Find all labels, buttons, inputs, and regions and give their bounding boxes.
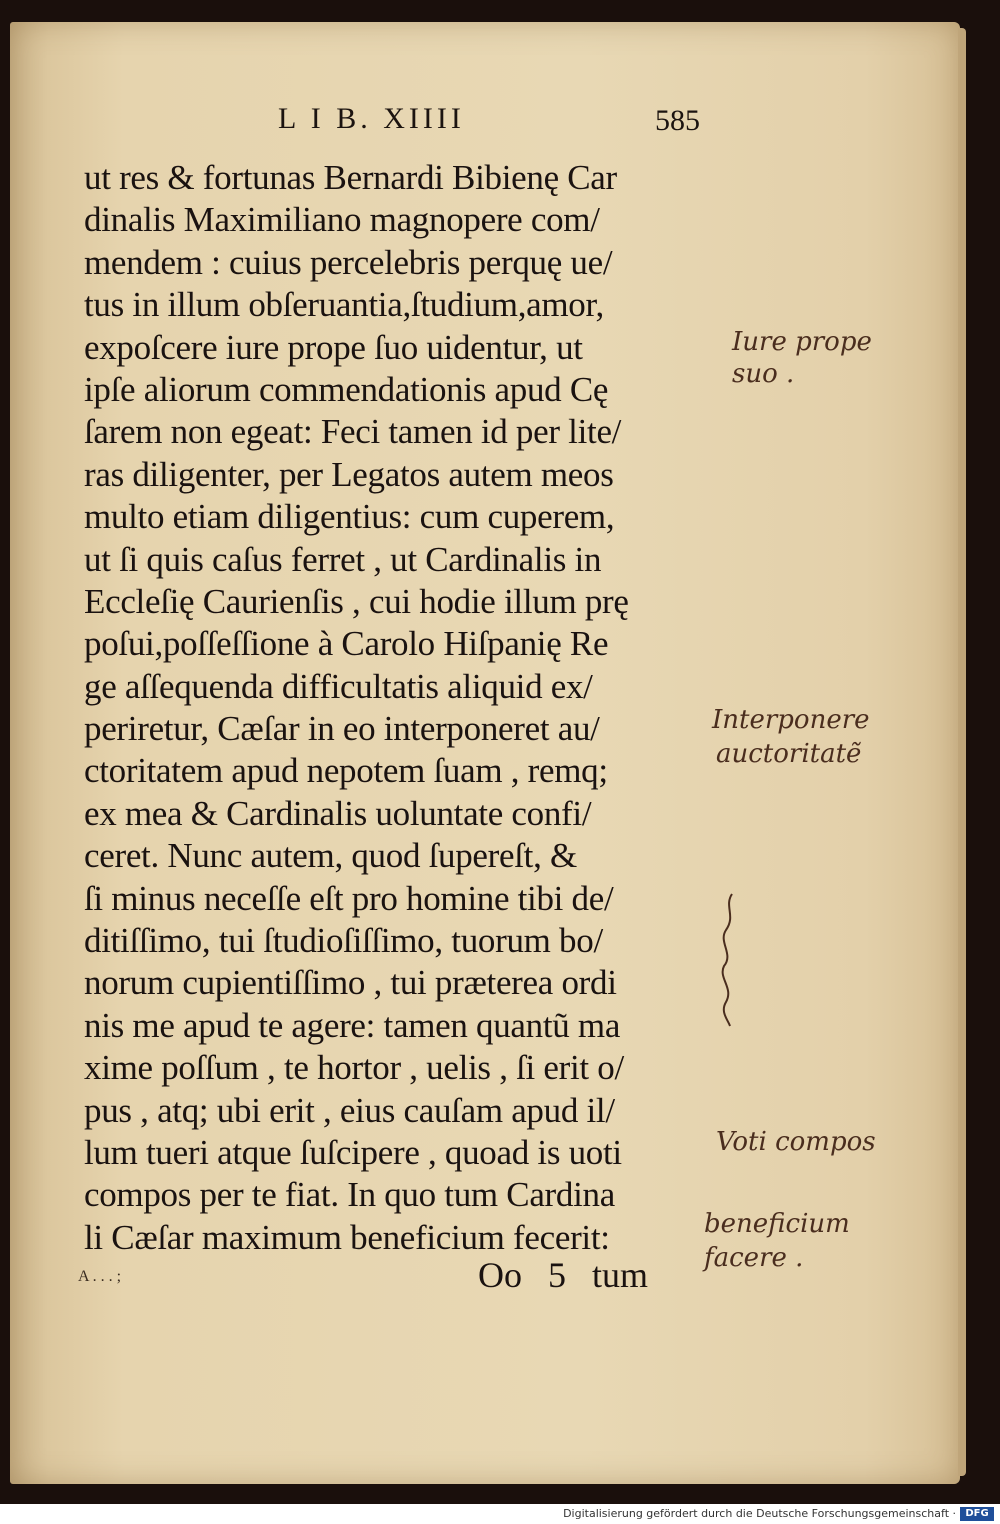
margin-bracket (714, 892, 744, 1028)
book-page (10, 22, 960, 1484)
text-line: ut res & fortunas Bernardi Bibienę Car (84, 158, 617, 197)
text-line: ex mea & Cardinalis uoluntate confi/ (84, 793, 592, 833)
text-line: tus in illum obſeruantia,ſtudium,amor, (84, 285, 604, 325)
catchword-line (478, 1254, 674, 1296)
text-line: expoſcere iure prope ſuo uidentur, ut (84, 327, 583, 367)
running-head (10, 84, 730, 144)
page-edge (958, 28, 966, 1476)
body-text (84, 157, 734, 1259)
text-line: periretur, Cæſar in eo interponeret au/ (84, 709, 600, 749)
text-line: ras diligenter, per Legatos autem meos (84, 454, 614, 494)
text-line: dinalis Maximiliano magnopere com/ (84, 200, 600, 240)
text-line: mendem : cuius percelebris perquę ue/ (84, 242, 613, 282)
text-line: ditiſſimo, tui ſtudioſiſſimo, tuorum bo/ (84, 921, 603, 961)
marginal-note: Voti compos (716, 1127, 876, 1157)
text-line: ipſe aliorum commendationis apud Cę (84, 369, 609, 409)
text-line: norum cupientiſſimo , tui præterea ordi (84, 963, 617, 1003)
marginal-note: beneficium (704, 1209, 850, 1239)
text-line: pus , atq; ubi erit , eius cauſam apud il/ (84, 1090, 615, 1130)
text-line: ctoritatem apud nepotem ſuam , remq; (84, 751, 608, 791)
text-line: lum tueri atque ſuſcipere , quoad is uoti (84, 1132, 622, 1172)
funding-credit: Digitalisierung gefördert durch die Deutsche Forschungsgemeinschaft · (563, 1507, 956, 1520)
text-line: ſi minus neceſſe eſt pro homine tibi de/ (84, 878, 614, 918)
text-line: multo etiam diligentius: cum cuperem, (84, 497, 615, 537)
text-line: poſui,poſſeſſione à Carolo Hiſpanię Re (84, 624, 609, 664)
marginal-note: Interponere (712, 705, 870, 735)
gathering-number: 5 (548, 1255, 566, 1295)
marginal-note: auctoritatẽ (716, 739, 862, 769)
marginal-note: suo . (732, 359, 795, 389)
text-line: li Cæſar maximum beneficium fecerit: (84, 1217, 610, 1257)
text-line: ceret. Nunc autem, quod ſupereſt, & (84, 836, 577, 876)
marginal-note: facere . (704, 1243, 804, 1273)
text-line: ſarem non egeat: Feci tamen id per lite/ (84, 412, 622, 452)
text-line: Eccleſię Caurienſis , cui hodie illum prę (84, 581, 629, 621)
footer (0, 1504, 1000, 1524)
text-line: ge aſſequenda difficultatis aliquid ex/ (84, 666, 593, 706)
text-line: xime poſſum , te hortor , uelis , ſi erit o/ (84, 1048, 624, 1088)
gathering-signature: Oo (478, 1255, 522, 1295)
catchword: tum (592, 1255, 649, 1295)
dfg-logo: DFG (960, 1507, 994, 1521)
running-title: L I B. XIIII (278, 102, 465, 135)
text-line: nis me apud te agere: tamen quantũ ma (84, 1005, 621, 1045)
text-line: ut ſi quis caſus ferret , ut Cardinalis in (84, 539, 602, 579)
marginal-note: Iure prope (732, 327, 872, 357)
text-line: compos per te fiat. In quo tum Cardina (84, 1175, 615, 1215)
page-number: 585 (655, 104, 700, 137)
signature-mark: A . . . ; (78, 1268, 122, 1285)
